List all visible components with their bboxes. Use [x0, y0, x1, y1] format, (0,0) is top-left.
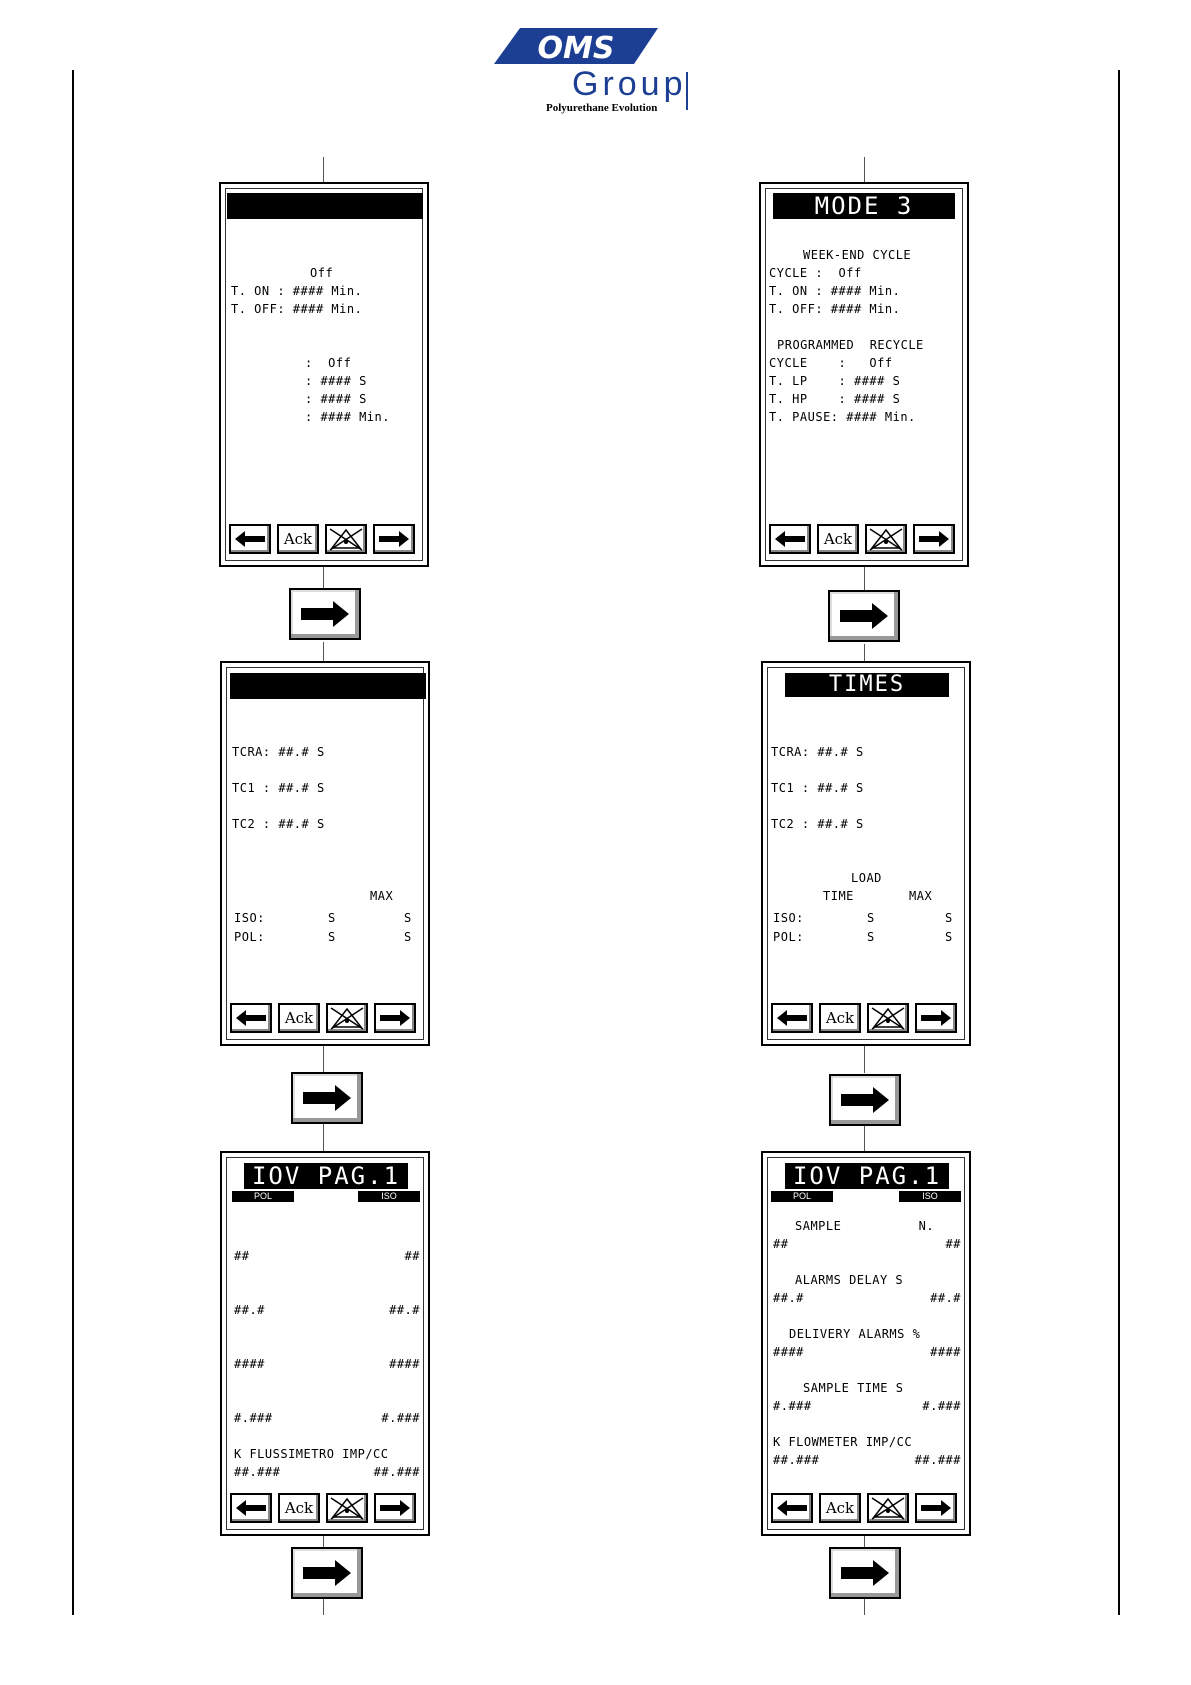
screen-line: CYCLE : Off — [769, 356, 893, 370]
next-button[interactable] — [373, 524, 415, 554]
screen-title — [230, 673, 426, 699]
pol-value: ##.# — [773, 1291, 804, 1305]
ack-label: Ack — [283, 530, 313, 548]
left-screen-3 — [220, 1151, 430, 1536]
iso-value: ##.# — [389, 1303, 420, 1317]
right-arrow-icon — [299, 600, 351, 628]
mute-alarm-button[interactable] — [325, 524, 367, 554]
screen-title: MODE 3 — [773, 193, 955, 219]
prev-button[interactable] — [230, 1493, 272, 1523]
screen-line: TC1 : ##.# S — [232, 781, 325, 795]
right-arrow-icon — [839, 1086, 891, 1114]
screen-button-row — [230, 1493, 420, 1525]
screen-line: PROGRAMMED RECYCLE — [777, 338, 924, 352]
screen-line: : #### S — [305, 392, 367, 406]
screen-line: : Off — [305, 356, 352, 370]
pol-value: ##.# — [234, 1303, 265, 1317]
mute-alarm-button[interactable] — [865, 524, 907, 554]
screen-line: S — [867, 911, 875, 925]
right-arrow-icon — [917, 530, 951, 548]
screen-line: : #### Min. — [305, 410, 390, 424]
iso-value: ## — [404, 1249, 420, 1263]
oms-group-logo — [490, 22, 700, 118]
right-arrow-icon — [919, 1499, 953, 1517]
screen-line: LOAD — [851, 871, 882, 885]
mute-alarm-icon — [868, 527, 904, 551]
prev-button[interactable] — [230, 1003, 272, 1033]
ack-button[interactable] — [277, 524, 319, 554]
iso-value: ##.### — [373, 1465, 420, 1479]
screen-button-row — [769, 524, 959, 556]
connector-line — [323, 1124, 324, 1152]
ack-label: Ack — [825, 1499, 855, 1517]
iso-tab: ISO — [358, 1191, 420, 1202]
screen-line: WEEK-END CYCLE — [803, 248, 912, 262]
left-arrow-icon — [773, 530, 807, 548]
pol-value: #.### — [234, 1411, 273, 1425]
right-arrow-icon — [919, 1009, 953, 1027]
screen-line: TC1 : ##.# S — [771, 781, 864, 795]
screen-button-row — [229, 524, 419, 556]
screen-title: TIMES — [785, 673, 949, 697]
pol-tab: POL — [771, 1191, 833, 1202]
row-label: ALARMS DELAY S — [795, 1273, 904, 1287]
row-label: SAMPLE TIME S — [803, 1381, 904, 1395]
connector-line — [323, 1598, 324, 1615]
pol-value: ## — [234, 1249, 250, 1263]
connector-line — [864, 1126, 865, 1152]
page-next-button[interactable] — [829, 1074, 901, 1126]
right-arrow-icon — [301, 1084, 353, 1112]
iso-tab: ISO — [899, 1191, 961, 1202]
ack-button[interactable] — [819, 1003, 861, 1033]
pol-value: ## — [773, 1237, 789, 1251]
next-button[interactable] — [374, 1003, 416, 1033]
screen-line: S — [328, 930, 336, 944]
connector-line — [323, 642, 324, 662]
iso-value: ##.# — [930, 1291, 961, 1305]
screen-line: ISO: — [773, 911, 804, 925]
mute-alarm-icon — [870, 1006, 906, 1030]
screen-line: T. LP : #### S — [769, 374, 901, 388]
ack-button[interactable] — [278, 1003, 320, 1033]
pol-value: #### — [234, 1357, 265, 1371]
screen-line: POL: — [773, 930, 804, 944]
mute-alarm-icon — [870, 1496, 906, 1520]
screen-line: T. ON : #### Min. — [231, 284, 363, 298]
mute-alarm-icon — [329, 1496, 365, 1520]
left-arrow-icon — [234, 1009, 268, 1027]
screen-line: TC2 : ##.# S — [771, 817, 864, 831]
iso-value: ## — [945, 1237, 961, 1251]
screen-line: TCRA: ##.# S — [232, 745, 325, 759]
page-next-button[interactable] — [291, 1547, 363, 1599]
screen-line: MAX — [909, 889, 933, 903]
logo-brand: OMS — [537, 31, 615, 66]
pol-value: ##.### — [773, 1453, 820, 1467]
screen-line: T. HP : #### S — [769, 392, 901, 406]
page-next-button[interactable] — [829, 1547, 901, 1599]
prev-button[interactable] — [771, 1003, 813, 1033]
screen-title: IOV PAG.1 — [244, 1163, 408, 1189]
mute-alarm-button[interactable] — [326, 1493, 368, 1523]
next-button[interactable] — [374, 1493, 416, 1523]
iso-value: ##.### — [914, 1453, 961, 1467]
screen-line: T. OFF: #### Min. — [231, 302, 363, 316]
mute-alarm-icon — [329, 1006, 365, 1030]
page-next-button[interactable] — [828, 590, 900, 642]
right-screen-2 — [761, 661, 971, 1046]
row-label: SAMPLE N. — [795, 1219, 935, 1233]
screen-title: IOV PAG.1 — [785, 1163, 949, 1189]
screen-line: S — [945, 930, 953, 944]
screen-line: POL: — [234, 930, 265, 944]
connector-line — [323, 157, 324, 182]
connector-line — [864, 565, 865, 592]
row-label: DELIVERY ALARMS % — [789, 1327, 921, 1341]
screen-line: Off — [310, 266, 334, 280]
pol-value: #.### — [773, 1399, 812, 1413]
logo-tagline: Polyurethane Evolution — [546, 102, 658, 114]
screen-line: : #### S — [305, 374, 367, 388]
screen-line: S — [404, 911, 412, 925]
screen-line: T. PAUSE: #### Min. — [769, 410, 916, 424]
right-arrow-icon — [378, 1499, 412, 1517]
ack-button[interactable] — [817, 524, 859, 554]
screen-line: TCRA: ##.# S — [771, 745, 864, 759]
left-arrow-icon — [775, 1009, 809, 1027]
next-button[interactable] — [915, 1493, 957, 1523]
prev-button[interactable] — [229, 524, 271, 554]
mute-alarm-button[interactable] — [867, 1003, 909, 1033]
left-screen-2 — [220, 661, 430, 1046]
left-margin-line — [72, 70, 74, 1615]
mute-alarm-icon — [328, 527, 364, 551]
ack-label: Ack — [284, 1499, 314, 1517]
next-button[interactable] — [913, 524, 955, 554]
screen-line: TIME — [823, 889, 854, 903]
ack-label: Ack — [825, 1009, 855, 1027]
screen-button-row — [771, 1493, 961, 1525]
pol-value: ##.### — [234, 1465, 281, 1479]
pol-tab: POL — [232, 1191, 294, 1202]
row-label: K FLOWMETER IMP/CC — [773, 1435, 913, 1449]
mute-alarm-button[interactable] — [867, 1493, 909, 1523]
connector-line — [864, 1598, 865, 1615]
screen-button-row — [230, 1003, 420, 1035]
mute-alarm-button[interactable] — [326, 1003, 368, 1033]
screen-line: ISO: — [234, 911, 265, 925]
left-arrow-icon — [775, 1499, 809, 1517]
right-arrow-icon — [377, 530, 411, 548]
iso-value: #### — [389, 1357, 420, 1371]
ack-label: Ack — [284, 1009, 314, 1027]
connector-line — [864, 1043, 865, 1073]
right-margin-line — [1118, 70, 1120, 1615]
screen-title — [227, 193, 423, 219]
screen-line: S — [867, 930, 875, 944]
right-arrow-icon — [378, 1009, 412, 1027]
logo-group-text: Group — [572, 65, 687, 103]
row-label: K FLUSSIMETRO IMP/CC — [234, 1447, 389, 1461]
screen-line: CYCLE : Off — [769, 266, 862, 280]
screen-line: MAX — [370, 889, 394, 903]
iso-value: #.### — [381, 1411, 420, 1425]
next-button[interactable] — [915, 1003, 957, 1033]
screen-line: TC2 : ##.# S — [232, 817, 325, 831]
right-arrow-icon — [839, 1559, 891, 1587]
connector-line — [864, 644, 865, 662]
prev-button[interactable] — [769, 524, 811, 554]
screen-line: S — [328, 911, 336, 925]
screen-line: T. OFF: #### Min. — [769, 302, 901, 316]
left-arrow-icon — [234, 1499, 268, 1517]
page-next-button[interactable] — [289, 588, 361, 640]
connector-line — [323, 565, 324, 590]
screen-line: T. ON : #### Min. — [769, 284, 901, 298]
left-arrow-icon — [233, 530, 267, 548]
screen-button-row — [771, 1003, 961, 1035]
prev-button[interactable] — [771, 1493, 813, 1523]
connector-line — [323, 1043, 324, 1073]
screen-line: S — [404, 930, 412, 944]
ack-button[interactable] — [819, 1493, 861, 1523]
ack-button[interactable] — [278, 1493, 320, 1523]
logo-bar — [686, 72, 688, 110]
right-screen-3 — [761, 1151, 971, 1536]
right-arrow-icon — [838, 602, 890, 630]
left-screen-1 — [219, 182, 429, 567]
ack-label: Ack — [823, 530, 853, 548]
screen-line: S — [945, 911, 953, 925]
iso-value: #.### — [922, 1399, 961, 1413]
iso-value: #### — [930, 1345, 961, 1359]
right-arrow-icon — [301, 1559, 353, 1587]
connector-line — [864, 157, 865, 182]
right-screen-1 — [759, 182, 969, 567]
pol-value: #### — [773, 1345, 804, 1359]
page-next-button[interactable] — [291, 1072, 363, 1124]
